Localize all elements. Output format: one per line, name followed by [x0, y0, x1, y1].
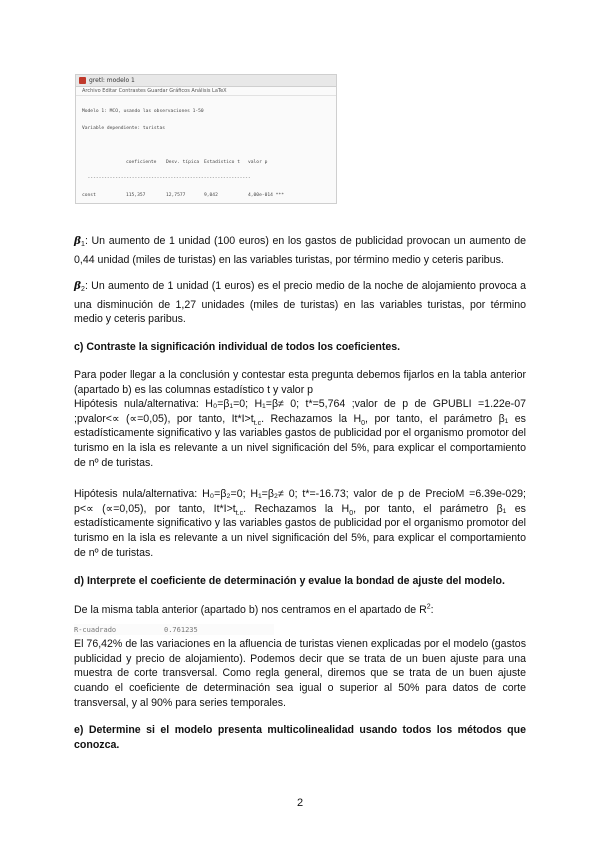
- model-header-line: Modelo 1: MCO, usando las observaciones 1-50: [82, 109, 204, 115]
- beta2-interpretation: β2: Un aumento de 1 unidad (1 euros) es el precio medio de la noche de alojamiento provoca a una disminución de 1,27 unidades (miles de turistas) en las variables turistas, por término medio y ceteris paribus.: [74, 280, 526, 326]
- gretl-app-icon: [79, 77, 86, 84]
- hypothesis-gpubli: Hipótesis nula/alternativa: H₀=β₁=0; H₁=β≠ 0; t*=5,764 ;valor de p de GPUBLI =1.22e-07 ;pvalor<∝ (∝=0,05), por tanto, $It*I>t_{t.c}$. Rechazamos la $H_0$, por tanto, el parámetro β₁ es estadísticamente significativo y las variables gastos de publicidad por el organismo promotor del turismo en la isla es relevante a un nivel significación del 5%, para explicar el comportamiento de nº de turistas.: [74, 398, 526, 469]
- section-c-heading: c) Contraste la significación individual de todos los coeficientes.: [74, 341, 401, 353]
- r-squared-snippet: [74, 624, 274, 635]
- beta1-interpretation: β1: Un aumento de 1 unidad (100 euros) en los gastos de publicidad provocan un aumento de 0,44 unidad (miles de turistas) en las variables turistas, por término medio y ceteris paribus.: [74, 235, 526, 266]
- section-d-heading: d) Interprete el coeficiente de determinación y evalue la bondad de ajuste del modelo.: [74, 575, 505, 587]
- window-title: gretl: modelo 1: [89, 77, 135, 84]
- page-number: 2: [296, 797, 304, 809]
- section-c-intro: Para poder llegar a la conclusión y contestar esta pregunta debemos fijarlos en la tabla anterior (apartado b) es las columnas estadístico t y valor p: [74, 369, 526, 396]
- section-e-heading: e) Determine si el modelo presenta multicolinealidad usando todos los métodos que conozca.: [74, 724, 526, 751]
- table-divider: -----------------------------------------------------------: [82, 176, 251, 182]
- window-menubar[interactable]: Archivo Editar Contrastes Guardar Gráficos Análisis LaTeX: [76, 87, 336, 96]
- section-d-body: El 76,42% de las variaciones en la afluencia de turistas vienen explicadas por el modelo (gastos publicidad y precio de alojamiento). Podemos decir que se trata de un buen ajuste para una muestra de corte transversal. Como regla general, diremos que se trata de un buen ajuste cuando el coeficiente de determinación sea igual o superior al 50% para datos de corte transversal, y al 90% para series temporales.: [74, 638, 526, 709]
- gretl-output-screenshot: [75, 74, 337, 204]
- section-d-intro: De la misma tabla anterior (apartado b) nos centramos en el apartado de $R^2$:: [74, 603, 434, 616]
- model-output-text: [76, 96, 336, 204]
- window-titlebar: [76, 75, 336, 87]
- coef-table-header: coeficiente Desv. típica Estadístico t valor p: [126, 159, 268, 165]
- r-squared-label: R-cuadrado: [74, 625, 117, 634]
- r-squared-value: 0.761235: [164, 625, 198, 634]
- table-row: const 115,357 12,7577 9,042 4,00e-014 ***: [82, 193, 284, 199]
- hypothesis-preciom: Hipótesis nula/alternativa: H₀=β₂=0; H₁=β₂≠ 0; t*=-16.73; valor de p de PrecioM =6.39e-029; p<∝ (∝=0,05), por tanto, $It*I>t_{t.c}$. Rechazamos la $H_0$, por tanto, el parámetro β₁ es estadísticamente significativo y las variables gastos de publicidad por el organismo promotor del turismo en la isla es relevante a un nivel significación del 5%, para explicar el comportamiento de nº de turistas.: [74, 488, 526, 559]
- model-header-line: Variable dependiente: turistas: [82, 125, 165, 131]
